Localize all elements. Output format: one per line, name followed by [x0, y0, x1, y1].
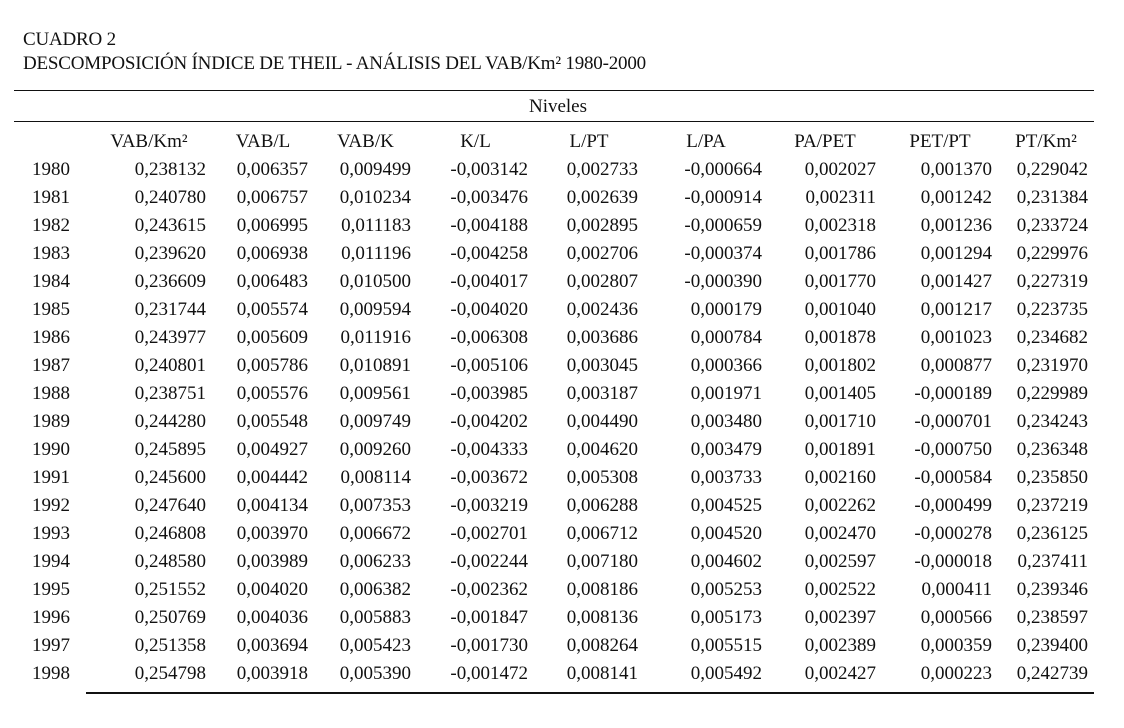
column-header: L/PA [686, 131, 726, 152]
value-cell: 0,001878 [804, 327, 876, 348]
value-cell: 0,005390 [339, 663, 411, 684]
value-cell: -0,002701 [450, 523, 528, 544]
value-cell: 0,235850 [1016, 467, 1088, 488]
value-cell: 0,004490 [566, 411, 638, 432]
year-cell: 1984 [32, 271, 70, 292]
value-cell: 0,005786 [236, 355, 308, 376]
value-cell: 0,000359 [920, 635, 992, 656]
column-header: VAB/L [235, 131, 291, 152]
value-cell: 0,239400 [1016, 635, 1088, 656]
table-title: DESCOMPOSICIÓN ÍNDICE DE THEIL - ANÁLISIS DEL VAB/Km² 1980-2000 [23, 53, 646, 74]
table-row [14, 436, 1094, 464]
value-cell: 0,000223 [920, 663, 992, 684]
value-cell: -0,000374 [684, 243, 762, 264]
value-cell: 0,002160 [804, 467, 876, 488]
value-cell: 0,010500 [339, 271, 411, 292]
group-rule [14, 121, 1094, 122]
value-cell: 0,002311 [805, 187, 876, 208]
value-cell: -0,000390 [684, 271, 762, 292]
value-cell: 0,001770 [804, 271, 876, 292]
value-cell: 0,006288 [566, 495, 638, 516]
value-cell: 0,001405 [804, 383, 876, 404]
table-row [14, 212, 1094, 240]
value-cell: -0,003219 [450, 495, 528, 516]
value-cell: -0,001847 [450, 607, 528, 628]
column-header: PET/PT [909, 131, 971, 152]
year-cell: 1989 [32, 411, 70, 432]
value-cell: 0,251358 [134, 635, 206, 656]
value-cell: 0,004602 [690, 551, 762, 572]
value-cell: 0,008136 [566, 607, 638, 628]
value-cell: 0,004520 [690, 523, 762, 544]
value-cell: -0,000750 [914, 439, 992, 460]
year-cell: 1985 [32, 299, 70, 320]
value-cell: 0,000179 [690, 299, 762, 320]
value-cell: 0,002470 [804, 523, 876, 544]
value-cell: 0,231384 [1016, 187, 1088, 208]
value-cell: 0,244280 [134, 411, 206, 432]
table-row [14, 296, 1094, 324]
value-cell: 0,003686 [566, 327, 638, 348]
year-cell: 1982 [32, 215, 70, 236]
value-cell: 0,008264 [566, 635, 638, 656]
value-cell: 0,237219 [1016, 495, 1088, 516]
value-cell: 0,002597 [804, 551, 876, 572]
value-cell: 0,009749 [339, 411, 411, 432]
value-cell: 0,240780 [134, 187, 206, 208]
year-cell: 1994 [32, 551, 70, 572]
value-cell: 0,005423 [339, 635, 411, 656]
value-cell: -0,000659 [684, 215, 762, 236]
value-cell: -0,001730 [450, 635, 528, 656]
table-row [14, 240, 1094, 268]
value-cell: 0,242739 [1016, 663, 1088, 684]
value-cell: 0,243615 [134, 215, 206, 236]
table-caption [23, 28, 646, 76]
value-cell: -0,003476 [450, 187, 528, 208]
value-cell: 0,002522 [804, 579, 876, 600]
column-header: VAB/K [337, 131, 394, 152]
column-header-row [14, 128, 1094, 156]
value-cell: 0,009499 [339, 159, 411, 180]
value-cell: 0,231744 [134, 299, 206, 320]
value-cell: 0,001236 [920, 215, 992, 236]
value-cell: 0,005515 [690, 635, 762, 656]
value-cell: 0,006233 [339, 551, 411, 572]
value-cell: 0,008141 [566, 663, 638, 684]
value-cell: 0,006938 [236, 243, 308, 264]
value-cell: 0,236609 [134, 271, 206, 292]
value-cell: 0,004620 [566, 439, 638, 460]
column-header: L/PT [569, 131, 609, 152]
value-cell: 0,004020 [236, 579, 308, 600]
year-cell: 1997 [32, 635, 70, 656]
value-cell: -0,004020 [450, 299, 528, 320]
value-cell: 0,239620 [134, 243, 206, 264]
table-row [14, 184, 1094, 212]
year-cell: 1986 [32, 327, 70, 348]
value-cell: 0,011196 [341, 243, 411, 264]
table-row [14, 520, 1094, 548]
group-header: Niveles [528, 96, 588, 117]
table-row [14, 156, 1094, 184]
value-cell: 0,001710 [804, 411, 876, 432]
value-cell: 0,231970 [1016, 355, 1088, 376]
value-cell: -0,002362 [450, 579, 528, 600]
value-cell: 0,009260 [339, 439, 411, 460]
value-cell: 0,011916 [340, 327, 411, 348]
value-cell: -0,003985 [450, 383, 528, 404]
bottom-rule [86, 692, 1094, 694]
value-cell: -0,004017 [450, 271, 528, 292]
value-cell: 0,001040 [804, 299, 876, 320]
table-row [14, 632, 1094, 660]
year-cell: 1995 [32, 579, 70, 600]
value-cell: 0,002318 [804, 215, 876, 236]
value-cell: 0,247640 [134, 495, 206, 516]
value-cell: -0,005106 [450, 355, 528, 376]
year-cell: 1991 [32, 467, 70, 488]
value-cell: 0,009594 [339, 299, 411, 320]
value-cell: 0,002639 [566, 187, 638, 208]
value-cell: 0,240801 [134, 355, 206, 376]
value-cell: 0,237411 [1017, 551, 1088, 572]
value-cell: -0,006308 [450, 327, 528, 348]
table-row [14, 408, 1094, 436]
top-rule [14, 90, 1094, 91]
value-cell: 0,002807 [566, 271, 638, 292]
value-cell: -0,001472 [450, 663, 528, 684]
value-cell: 0,236348 [1016, 439, 1088, 460]
table-row [14, 576, 1094, 604]
value-cell: 0,007180 [566, 551, 638, 572]
value-cell: -0,004258 [450, 243, 528, 264]
value-cell: 0,004134 [236, 495, 308, 516]
table-row [14, 492, 1094, 520]
value-cell: 0,001023 [920, 327, 992, 348]
value-cell: 0,001971 [690, 383, 762, 404]
value-cell: 0,001370 [920, 159, 992, 180]
value-cell: 0,234243 [1016, 411, 1088, 432]
value-cell: 0,223735 [1016, 299, 1088, 320]
value-cell: 0,002262 [804, 495, 876, 516]
value-cell: -0,000018 [914, 551, 992, 572]
year-cell: 1987 [32, 355, 70, 376]
value-cell: 0,003918 [236, 663, 308, 684]
value-cell: -0,004188 [450, 215, 528, 236]
value-cell: -0,000584 [914, 467, 992, 488]
value-cell: 0,238132 [134, 159, 206, 180]
value-cell: 0,002733 [566, 159, 638, 180]
value-cell: -0,003142 [450, 159, 528, 180]
value-cell: 0,005548 [236, 411, 308, 432]
value-cell: 0,003694 [236, 635, 308, 656]
value-cell: -0,000701 [914, 411, 992, 432]
value-cell: 0,002895 [566, 215, 638, 236]
value-cell: 0,003045 [566, 355, 638, 376]
value-cell: 0,001242 [920, 187, 992, 208]
value-cell: 0,003479 [690, 439, 762, 460]
value-cell: 0,005492 [690, 663, 762, 684]
value-cell: 0,229976 [1016, 243, 1088, 264]
value-cell: 0,011183 [341, 215, 411, 236]
value-cell: 0,000411 [921, 579, 992, 600]
value-cell: 0,008186 [566, 579, 638, 600]
value-cell: 0,003733 [690, 467, 762, 488]
value-cell: 0,001217 [920, 299, 992, 320]
value-cell: 0,002397 [804, 607, 876, 628]
value-cell: -0,004333 [450, 439, 528, 460]
value-cell: 0,005308 [566, 467, 638, 488]
table-row [14, 352, 1094, 380]
value-cell: 0,000784 [690, 327, 762, 348]
value-cell: 0,233724 [1016, 215, 1088, 236]
value-cell: 0,006357 [236, 159, 308, 180]
value-cell: 0,002389 [804, 635, 876, 656]
value-cell: 0,006995 [236, 215, 308, 236]
value-cell: 0,007353 [339, 495, 411, 516]
value-cell: 0,000366 [690, 355, 762, 376]
value-cell: 0,246808 [134, 523, 206, 544]
table-row [14, 548, 1094, 576]
value-cell: 0,006382 [339, 579, 411, 600]
value-cell: 0,227319 [1016, 271, 1088, 292]
value-cell: 0,245600 [134, 467, 206, 488]
value-cell: 0,006757 [236, 187, 308, 208]
value-cell: 0,004442 [236, 467, 308, 488]
table-row [14, 660, 1094, 688]
year-column-header [14, 128, 86, 156]
value-cell: 0,006672 [339, 523, 411, 544]
value-cell: 0,001891 [804, 439, 876, 460]
value-cell: 0,005574 [236, 299, 308, 320]
value-cell: 0,004036 [236, 607, 308, 628]
value-cell: -0,000664 [684, 159, 762, 180]
table-row [14, 604, 1094, 632]
value-cell: 0,003480 [690, 411, 762, 432]
column-header: PA/PET [794, 131, 856, 152]
table-body [14, 156, 1094, 688]
value-cell: 0,009561 [339, 383, 411, 404]
value-cell: 0,001427 [920, 271, 992, 292]
value-cell: 0,001294 [920, 243, 992, 264]
table-row [14, 464, 1094, 492]
value-cell: -0,000914 [684, 187, 762, 208]
value-cell: -0,004202 [450, 411, 528, 432]
value-cell: 0,238751 [134, 383, 206, 404]
value-cell: 0,005576 [236, 383, 308, 404]
value-cell: -0,000499 [914, 495, 992, 516]
column-header: K/L [460, 131, 491, 152]
value-cell: 0,005609 [236, 327, 308, 348]
value-cell: 0,001802 [804, 355, 876, 376]
value-cell: 0,006712 [566, 523, 638, 544]
value-cell: 0,245895 [134, 439, 206, 460]
table-number: CUADRO 2 [23, 29, 116, 50]
value-cell: 0,005883 [339, 607, 411, 628]
value-cell: 0,003187 [566, 383, 638, 404]
value-cell: 0,004927 [236, 439, 308, 460]
table-row [14, 324, 1094, 352]
year-cell: 1992 [32, 495, 70, 516]
value-cell: 0,002427 [804, 663, 876, 684]
table-row [14, 380, 1094, 408]
value-cell: 0,234682 [1016, 327, 1088, 348]
value-cell: -0,002244 [450, 551, 528, 572]
value-cell: 0,005253 [690, 579, 762, 600]
column-header: VAB/Km² [110, 131, 188, 152]
value-cell: 0,000877 [920, 355, 992, 376]
value-cell: 0,250769 [134, 607, 206, 628]
value-cell: 0,003989 [236, 551, 308, 572]
year-cell: 1996 [32, 607, 70, 628]
value-cell: 0,008114 [340, 467, 411, 488]
value-cell: -0,000189 [914, 383, 992, 404]
value-cell: 0,003970 [236, 523, 308, 544]
value-cell: 0,238597 [1016, 607, 1088, 628]
year-cell: 1980 [32, 159, 70, 180]
value-cell: 0,004525 [690, 495, 762, 516]
year-cell: 1981 [32, 187, 70, 208]
value-cell: 0,000566 [920, 607, 992, 628]
value-cell: 0,229042 [1016, 159, 1088, 180]
value-cell: 0,006483 [236, 271, 308, 292]
value-cell: -0,003672 [450, 467, 528, 488]
value-cell: 0,002436 [566, 299, 638, 320]
value-cell: 0,239346 [1016, 579, 1088, 600]
value-cell: 0,002027 [804, 159, 876, 180]
column-header: PT/Km² [1015, 131, 1077, 152]
value-cell: 0,010891 [339, 355, 411, 376]
value-cell: 0,010234 [339, 187, 411, 208]
value-cell: 0,005173 [690, 607, 762, 628]
value-cell: 0,243977 [134, 327, 206, 348]
value-cell: 0,251552 [134, 579, 206, 600]
value-cell: 0,229989 [1016, 383, 1088, 404]
year-cell: 1993 [32, 523, 70, 544]
value-cell: 0,254798 [134, 663, 206, 684]
table-row [14, 268, 1094, 296]
theil-decomposition-table [14, 128, 1094, 688]
value-cell: 0,236125 [1016, 523, 1088, 544]
value-cell: 0,248580 [134, 551, 206, 572]
value-cell: 0,002706 [566, 243, 638, 264]
year-cell: 1990 [32, 439, 70, 460]
value-cell: 0,001786 [804, 243, 876, 264]
year-cell: 1988 [32, 383, 70, 404]
year-cell: 1998 [32, 663, 70, 684]
year-cell: 1983 [32, 243, 70, 264]
value-cell: -0,000278 [914, 523, 992, 544]
